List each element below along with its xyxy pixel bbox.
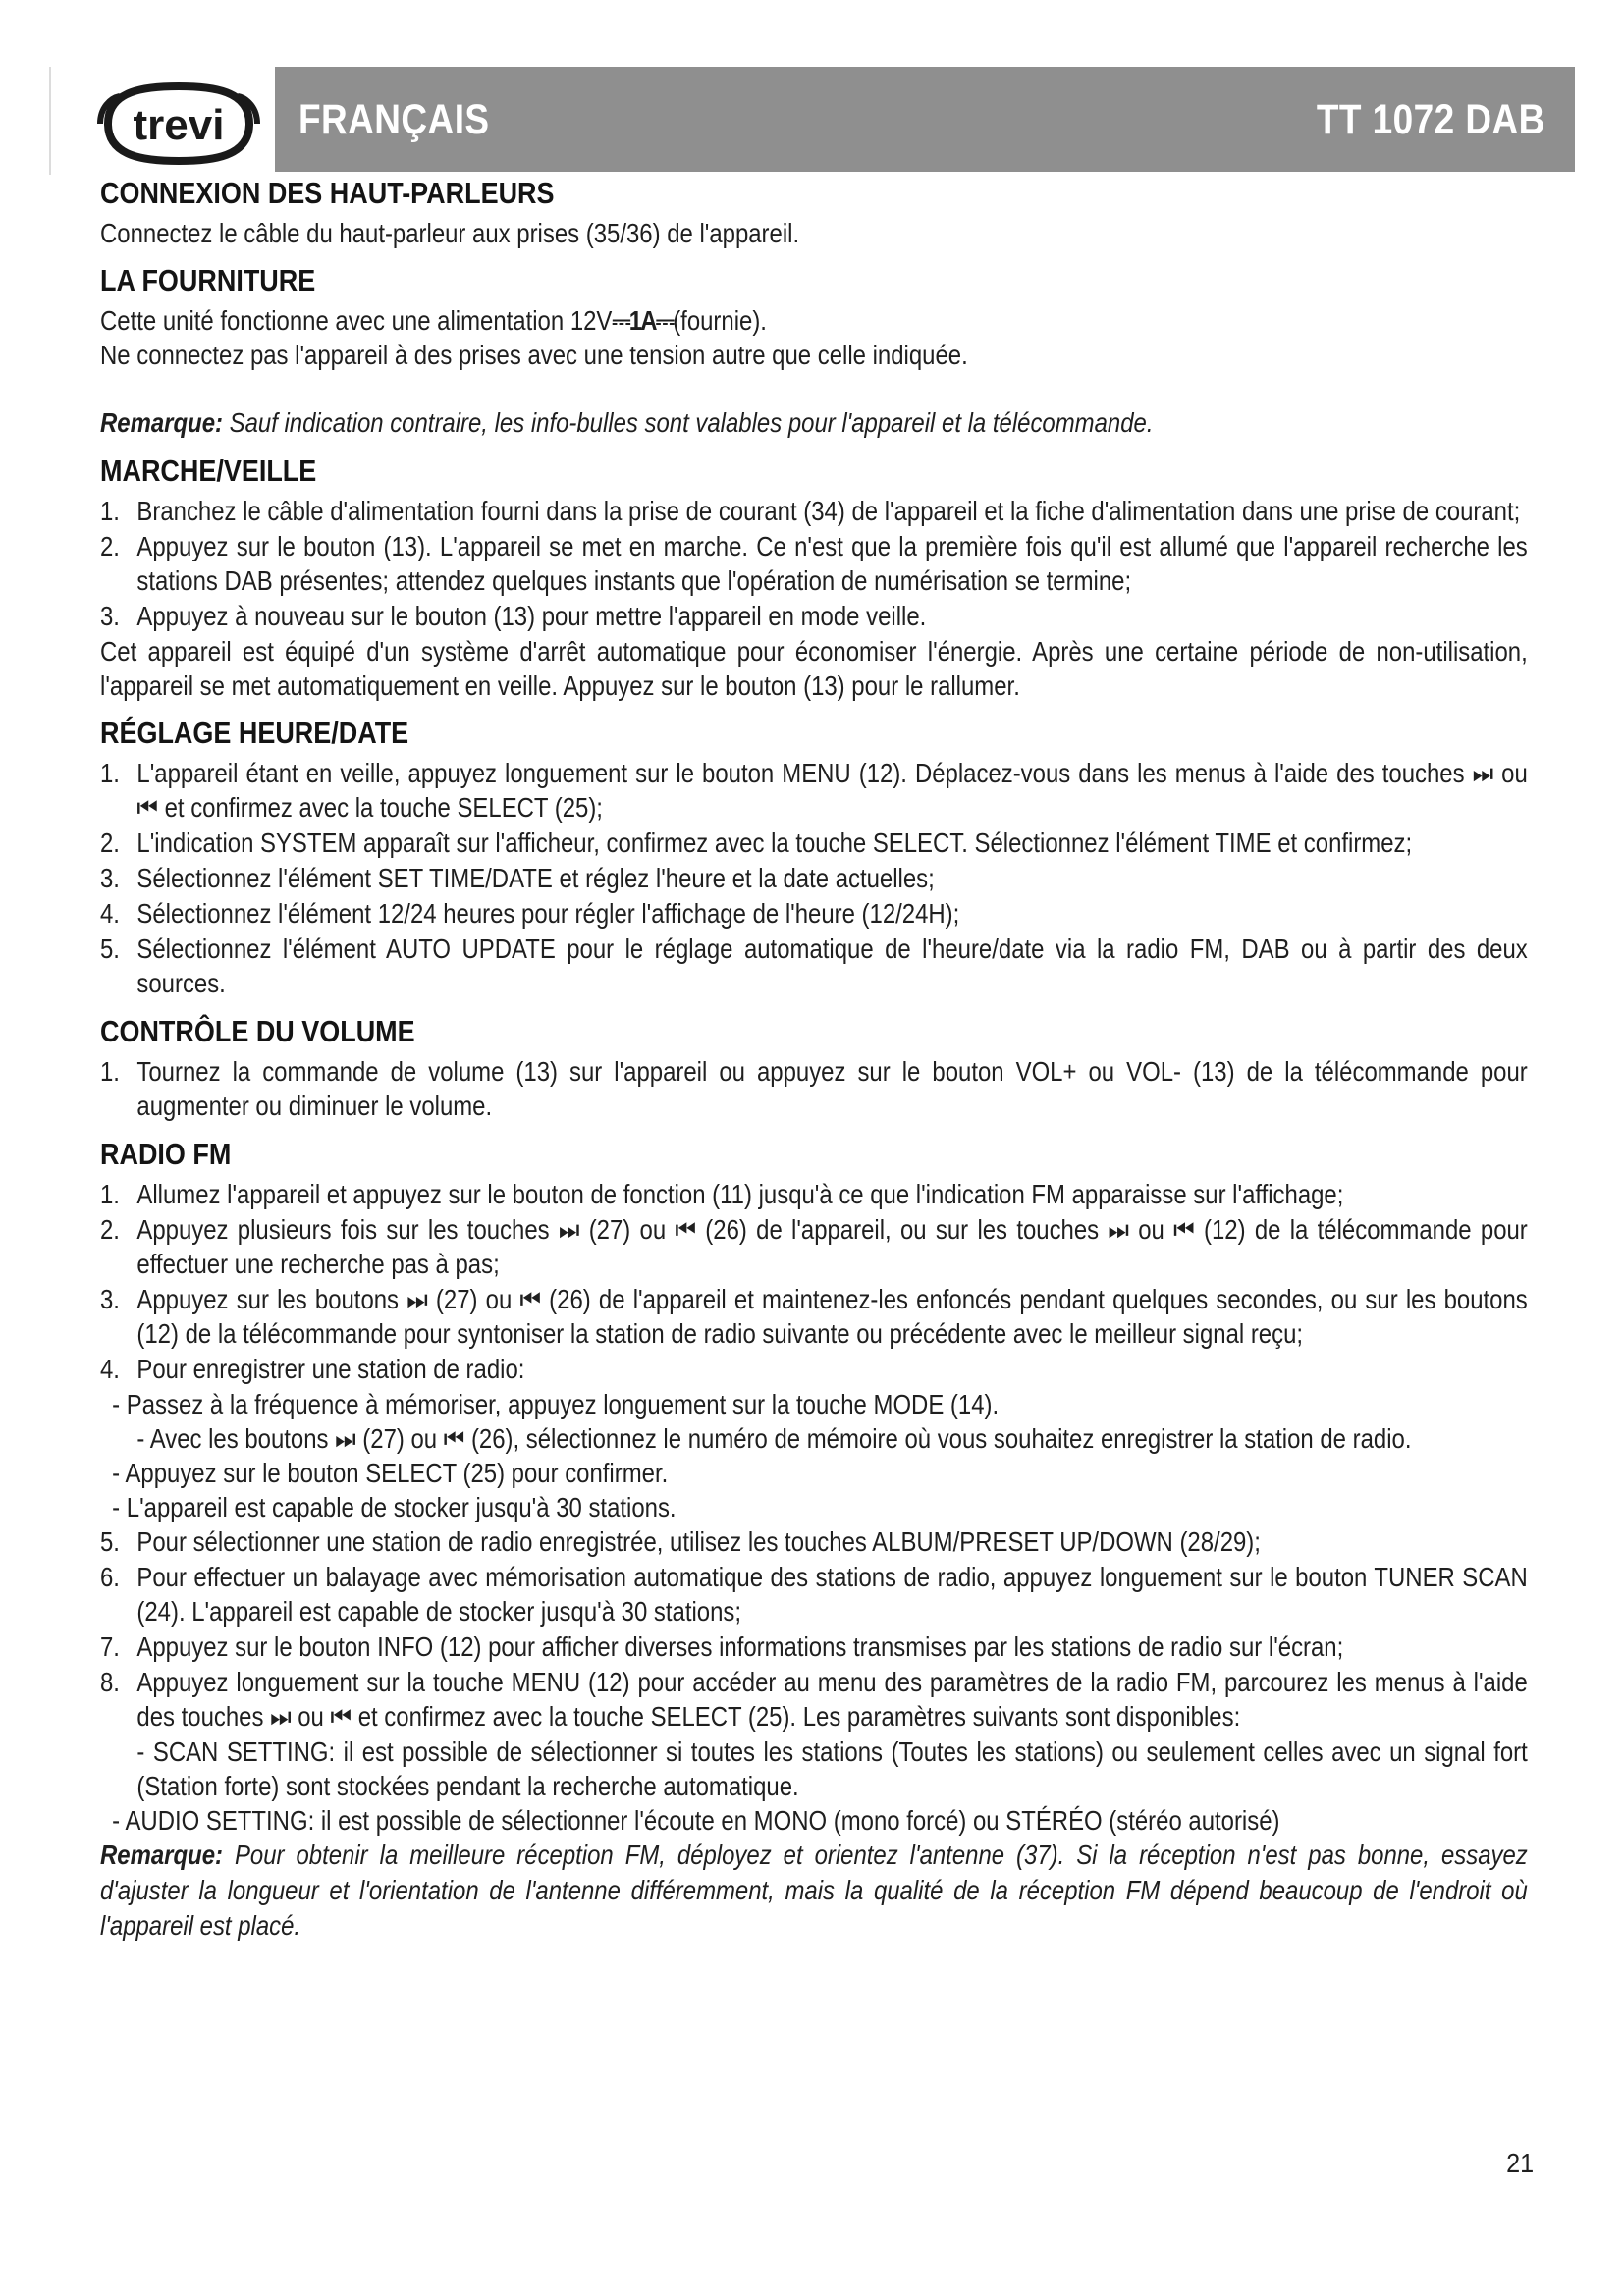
list-subitem: - SCAN SETTING: il est possible de sélectionner si toutes les stations (Toutes les stations) ou seulement celles avec un signal fort (Station forte) sont stockées pendant la recherche automatique. — [136, 1736, 1528, 1801]
prev-track-icon: ⏮ — [1173, 1214, 1195, 1245]
next-track-icon: ⏭ — [406, 1284, 428, 1314]
next-track-icon: ⏭ — [1472, 758, 1494, 788]
list-item: 2. Appuyez sur le bouton (13). L'appareil se met en marche. Ce n'est que la première fois qu'il est allumé que l'appareil recherche les stations DAB présentes; attendez quelques instants que l'opération de numérisation se termine; — [100, 531, 1528, 596]
model-name: TT 1072 DAB — [1317, 96, 1545, 143]
speakers-text: Connectez le câble du haut-parleur aux prises (35/36) de l'appareil. — [100, 218, 800, 248]
list-item: 2. L'indication SYSTEM apparaît sur l'afficheur, confirmez avec la touche SELECT. Sélectionnez l'élément TIME et confirmez; — [100, 828, 1413, 858]
prev-track-icon: ⏮ — [675, 1214, 697, 1245]
section-title-fm: RADIO FM — [100, 1137, 232, 1171]
note-2: Remarque: Pour obtenir la meilleure réception FM, déployez et orientez l'antenne (37). Si la réception n'est pas bonne, essayez d'ajuster la longueur et l'orientation de l'antenne différemment, mais la qualité de la réception FM dépend beaucoup de l'endroit où l'appareil est placé. — [100, 1840, 1528, 1941]
fm-list — [100, 1177, 1528, 1838]
page-number: 21 — [1505, 2148, 1534, 2178]
power-auto-off-text: Cet appareil est équipé d'un système d'arrêt automatique pour économiser l'énergie. Après une certaine période de non-utilisation, l'appareil se met automatiquement en veille. Appuyez sur le bouton (13) pour le rallumer. — [100, 636, 1528, 701]
list-item: 8. Appuyez longuement sur la touche MENU (12) pour accéder au menu des paramètres de la radio FM, parcourez les menus à l'aide des touches ⏭ ou ⏮ et confirmez avec la touche SELECT (25). Les paramètres suivants sont disponibles: — [100, 1667, 1528, 1732]
trevi-logo — [96, 79, 261, 174]
list-item: 3. Appuyez à nouveau sur le bouton (13) pour mettre l'appareil en mode veille. — [100, 601, 927, 631]
list-subitem: - L'appareil est capable de stocker jusqu'à 30 stations. — [112, 1492, 677, 1522]
list-item: 1. L'appareil étant en veille, appuyez longuement sur le bouton MENU (12). Déplacez-vous dans les menus à l'aide des touches ⏭ ou ⏮ et confirmez avec la touche SELECT (25); — [100, 758, 1528, 823]
list-item: 4. Sélectionnez l'élément 12/24 heures pour régler l'affichage de l'heure (12/24H); — [100, 898, 960, 929]
section-title-clock: RÉGLAGE HEURE/DATE — [100, 716, 409, 750]
header-bar — [275, 67, 1575, 172]
note-1: Remarque: Sauf indication contraire, les info-bulles sont valables pour l'appareil et la télécommande. — [100, 407, 1154, 438]
volume-list — [100, 1054, 1528, 1123]
list-subitem: - AUDIO SETTING: il est possible de sélectionner l'écoute en MONO (mono forcé) ou STÉRÉO (stéréo autorisé) — [112, 1805, 1280, 1836]
dc-symbol-icon: ⎓1A⎓ — [612, 305, 674, 336]
list-item: 2. Appuyez plusieurs fois sur les touches ⏭ (27) ou ⏮ (26) de l'appareil, ou sur les touches ⏭ ou ⏮ (12) de la télécommande pour effectuer une recherche pas à pas; — [100, 1214, 1528, 1279]
svg-text:trevi: trevi — [133, 101, 225, 149]
margin-line — [49, 67, 51, 175]
language-label: FRANÇAIS — [298, 96, 490, 143]
next-track-icon: ⏭ — [270, 1701, 292, 1732]
next-track-icon: ⏭ — [1108, 1214, 1129, 1245]
list-item: 7. Appuyez sur le bouton INFO (12) pour afficher diverses informations transmises par les stations de radio sur l'écran; — [100, 1631, 1344, 1662]
prev-track-icon: ⏮ — [136, 792, 158, 823]
section-title-power: MARCHE/VEILLE — [100, 454, 317, 488]
list-subitem: - Passez à la fréquence à mémoriser, appuyez longuement sur la touche MODE (14). — [112, 1389, 1000, 1419]
prev-track-icon: ⏮ — [443, 1423, 465, 1454]
list-item: 5. Sélectionnez l'élément AUTO UPDATE pour le réglage automatique de l'heure/date via la radio FM, DAB ou à partir des deux sources. — [100, 934, 1528, 998]
list-item: 6. Pour effectuer un balayage avec mémorisation automatique des stations de radio, appuyez longuement sur le bouton TUNER SCAN (24). L'appareil est capable de stocker jusqu'à 30 stations; — [100, 1562, 1528, 1627]
prev-track-icon: ⏮ — [330, 1701, 352, 1732]
list-item: 1. Tournez la commande de volume (13) sur l'appareil ou appuyez sur le bouton VOL+ ou VOL- (13) de la télécommande pour augmenter ou diminuer le volume. — [100, 1056, 1528, 1121]
list-item: 5. Pour sélectionner une station de radio enregistrée, utilisez les touches ALBUM/PRESET UP/DOWN (28/29); — [100, 1526, 1261, 1557]
supply-text-2: Ne connectez pas l'appareil à des prises avec une tension autre que celle indiquée. — [100, 340, 968, 370]
power-list — [100, 494, 1528, 633]
supply-text-1: Cette unité fonctionne avec une alimentation 12V⎓1A⎓(fournie). — [100, 305, 767, 336]
next-track-icon: ⏭ — [558, 1214, 580, 1245]
next-track-icon: ⏭ — [335, 1423, 356, 1454]
list-item: 4. Pour enregistrer une station de radio: — [100, 1354, 525, 1384]
list-subitem: - Appuyez sur le bouton SELECT (25) pour confirmer. — [112, 1458, 669, 1488]
clock-list — [100, 756, 1528, 1000]
list-item: 1. Branchez le câble d'alimentation fourni dans la prise de courant (34) de l'appareil et la fiche d'alimentation dans une prise de courant; — [100, 496, 1521, 526]
manual-content — [100, 175, 1528, 1944]
list-subitem: - Avec les boutons ⏭ (27) ou ⏮ (26), sélectionnez le numéro de mémoire où vous souhaitez enregistrer la station de radio. — [136, 1423, 1412, 1454]
section-title-speakers: CONNEXION DES HAUT-PARLEURS — [100, 176, 555, 210]
section-title-volume: CONTRÔLE DU VOLUME — [100, 1014, 415, 1048]
prev-track-icon: ⏮ — [519, 1284, 541, 1314]
list-item: 3. Sélectionnez l'élément SET TIME/DATE et réglez l'heure et la date actuelles; — [100, 863, 935, 893]
section-title-supply: LA FOURNITURE — [100, 263, 316, 297]
list-item: 3. Appuyez sur les boutons ⏭ (27) ou ⏮ (26) de l'appareil et maintenez-les enfoncés pendant quelques secondes, ou sur les boutons (12) de la télécommande pour syntoniser la station de radio suivante ou précédente avec le meilleur signal reçu; — [100, 1284, 1528, 1349]
list-item: 1. Allumez l'appareil et appuyez sur le bouton de fonction (11) jusqu'à ce que l'indication FM apparaisse sur l'affichage; — [100, 1179, 1344, 1209]
